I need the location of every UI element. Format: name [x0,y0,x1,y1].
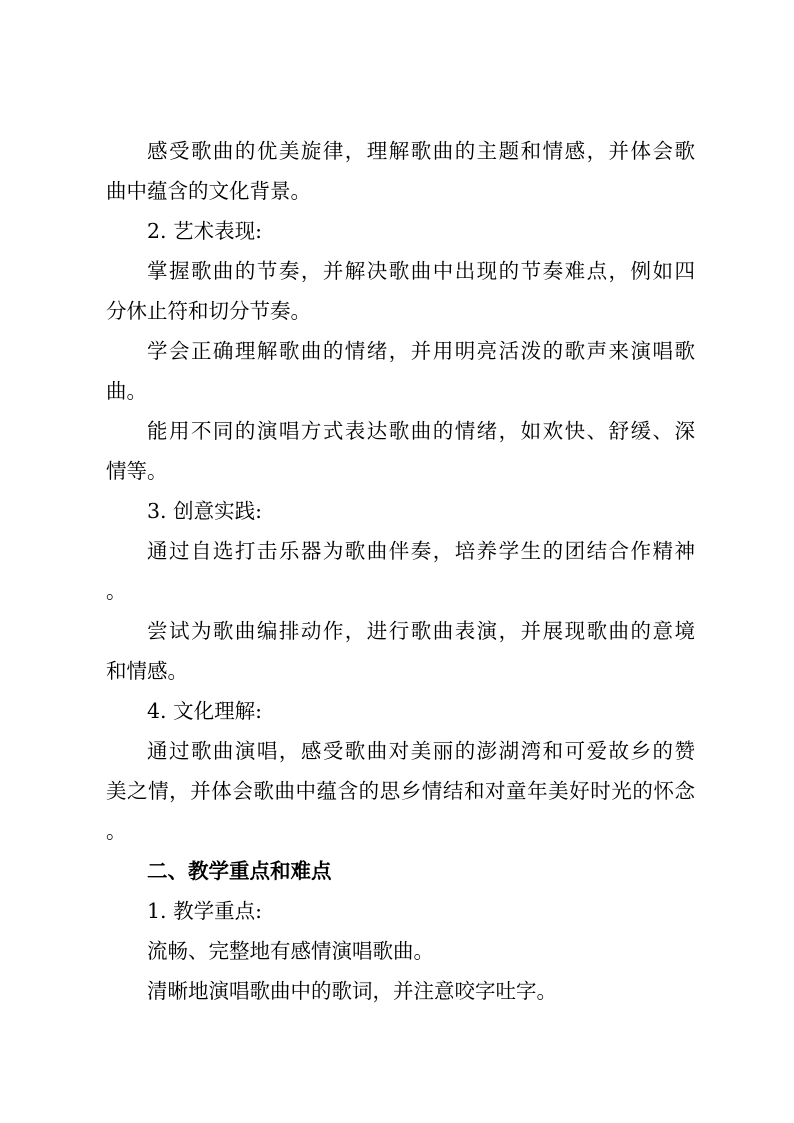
paragraph-line: 曲中蕴含的文化背景。 [106,179,311,203]
section-heading-art-performance: 2. 艺术表现: [147,219,262,243]
paragraph-line: 尝试为歌曲编排动作，进行歌曲表演，并展现歌曲的意境 [147,619,695,643]
paragraph-line: 分休止符和切分节奏。 [106,299,311,323]
paragraph-line: 情等。 [106,459,168,483]
paragraph-line: 清晰地演唱歌曲中的歌词，并注意咬字吐字。 [147,979,557,1003]
paragraph-line: 能用不同的演唱方式表达歌曲的情绪，如欢快、舒缓、深 [147,419,695,443]
paragraph-line: 通过自选打击乐器为歌曲伴奏，培养学生的团结合作精神 [147,539,695,563]
section-heading-creative-practice: 3. 创意实践: [147,499,262,523]
paragraph-line: 美之情，并体会歌曲中蕴含的思乡情结和对童年美好时光的怀念 [106,779,695,803]
paragraph-line: 感受歌曲的优美旋律，理解歌曲的主题和情感，并体会歌 [147,139,695,163]
subsection-heading-teaching-focus: 1. 教学重点: [147,899,262,923]
section-heading-key-points: 二、教学重点和难点 [147,859,332,883]
paragraph-line: 学会正确理解歌曲的情绪，并用明亮活泼的歌声来演唱歌 [147,339,695,363]
paragraph-line: 通过歌曲演唱，感受歌曲对美丽的澎湖湾和可爱故乡的赞 [147,739,695,763]
paragraph-line: 流畅、完整地有感情演唱歌曲。 [147,939,434,963]
paragraph-line: 。 [106,819,127,843]
paragraph-line: 曲。 [106,379,147,403]
paragraph-line: 。 [106,579,127,603]
paragraph-line: 掌握歌曲的节奏，并解决歌曲中出现的节奏难点，例如四 [147,259,695,283]
paragraph-line: 和情感。 [106,659,188,683]
section-heading-cultural-understanding: 4. 文化理解: [147,699,262,723]
